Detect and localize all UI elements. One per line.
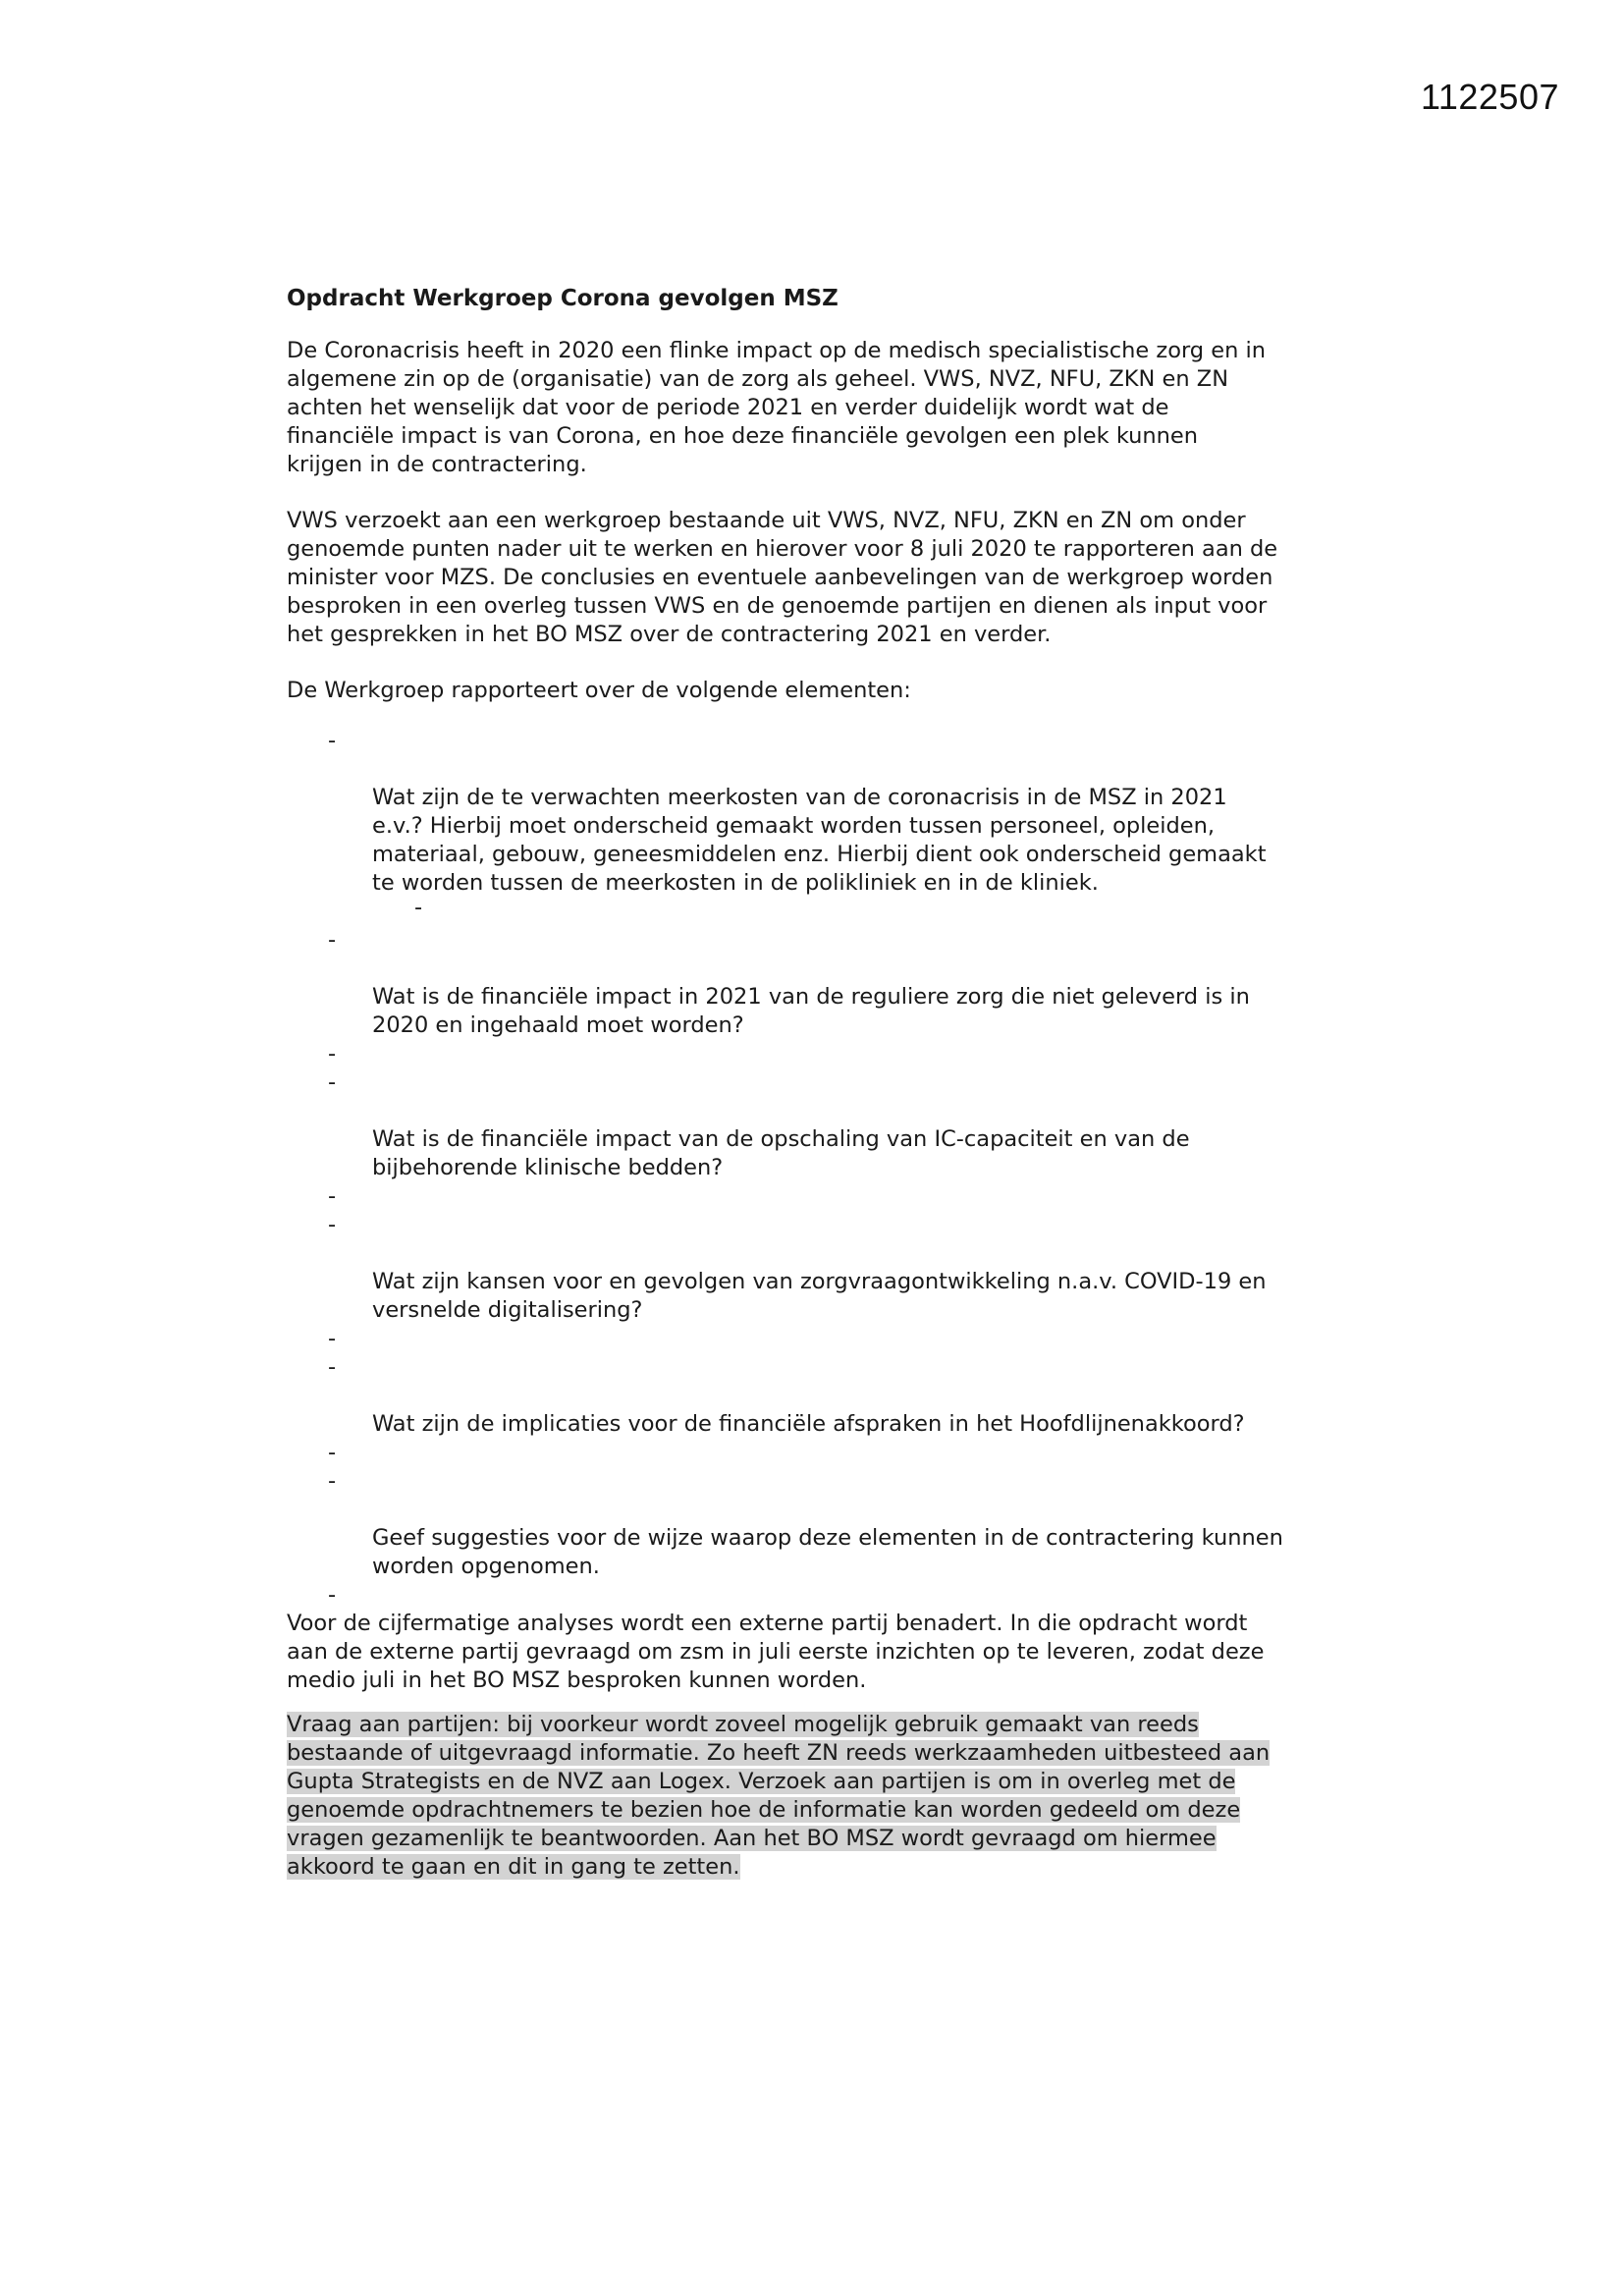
stray-dash: -	[328, 1440, 337, 1465]
bullet-dash: -	[328, 728, 337, 753]
paragraph-question-to-parties	[287, 1711, 1367, 1882]
list-item	[287, 1353, 1367, 1439]
stray-dash: -	[328, 1183, 337, 1209]
paragraph-elements-intro: De Werkgroep rapporteert over de volgende elementen:	[287, 678, 911, 703]
stray-dash: -	[414, 895, 423, 920]
stray-dash: -	[328, 1326, 337, 1351]
document-id: 1122507	[1421, 77, 1559, 117]
bullet-dash: -	[328, 927, 337, 953]
document-body	[287, 285, 1367, 1882]
list-item	[287, 727, 1367, 898]
list-item-text: Geef suggesties voor de wijze waarop deze elementen in de contractering kunnen worden opgenomen.	[372, 1525, 1283, 1579]
stray-dash: -	[328, 1041, 337, 1066]
bullet-dash: -	[328, 1354, 337, 1380]
paragraph-external-party: Voor de cijfermatige analyses wordt een externe partij benadert. In die opdracht wordt aan de externe partij gevraagd om zsm in juli eerste inzichten op te leveren, zodat deze medio juli in het BO MSZ besproken kunnen worden.	[287, 1611, 1265, 1693]
list-item-text: Wat zijn de te verwachten meerkosten van de coronacrisis in de MSZ in 2021 e.v.? Hierbij moet onderscheid gemaakt worden tussen personeel, opleiden, materiaal, gebouw, geneesmiddelen enz. Hierbij dient ook onderscheid gemaakt te worden tussen de meerkosten in de polikliniek en in de kliniek.	[372, 785, 1267, 896]
document-title: Opdracht Werkgroep Corona gevolgen MSZ	[287, 286, 839, 311]
list-item	[287, 1211, 1367, 1325]
list-item-text: Wat zijn kansen voor en gevolgen van zorgvraagontwikkeling n.a.v. COVID-19 en versnelde digitalisering?	[372, 1269, 1267, 1323]
list-item-text: Wat is de financiële impact van de opschaling van IC-capaciteit en van de bijbehorende klinische bedden?	[372, 1126, 1190, 1180]
highlighted-text: Vraag aan partijen: bij voorkeur wordt zoveel mogelijk gebruik gemaakt van reeds bestaande of uitgevraagd informatie. Zo heeft ZN reeds werkzaamheden uitbesteed aan Gupta Strategists en de NVZ aan Logex. Verzoek aan partijen is om in overleg met de genoemde opdrachtnemers te bezien hoe de informatie kan worden gedeeld om deze vragen gezamenlijk te beantwoorden. Aan het BO MSZ wordt gevraagd om hiermee akkoord te gaan en dit in gang te zetten.	[287, 1712, 1271, 1880]
paragraph-intro-context: De Coronacrisis heeft in 2020 een flinke impact op de medisch specialistische zorg en in algemene zin op de (organisatie) van de zorg als geheel. VWS, NVZ, NFU, ZKN en ZN achten het wenselijk dat voor de periode 2021 en verder duidelijk wordt wat de financiële impact is van Corona, en hoe deze financiële gevolgen een plek kunnen krijgen in de contractering.	[287, 338, 1267, 477]
list-item-text: Wat is de financiële impact in 2021 van de reguliere zorg die niet geleverd is in 2020 en ingehaald moet worden?	[372, 984, 1250, 1038]
bullet-dash: -	[328, 1212, 337, 1237]
bullet-dash: -	[328, 1468, 337, 1494]
list-item-text: Wat zijn de implicaties voor de financiële afspraken in het Hoofdlijnenakkoord?	[372, 1411, 1245, 1437]
list-item	[287, 926, 1367, 1040]
list-item	[287, 1467, 1367, 1581]
bullet-dash: -	[328, 1069, 337, 1095]
stray-dash: -	[328, 1582, 337, 1608]
list-item	[287, 1068, 1367, 1182]
paragraph-working-group-request: VWS verzoekt aan een werkgroep bestaande uit VWS, NVZ, NFU, ZKN en ZN om onder genoemde punten nader uit te werken en hierover voor 8 juli 2020 te rapporteren aan de minister voor MZS. De conclusies en eventuele aanbevelingen van de werkgroep worden besproken in een overleg tussen VWS en de genoemde partijen en dienen als input voor het gesprekken in het BO MSZ over de contractering 2021 en verder.	[287, 508, 1278, 647]
elements-list	[287, 727, 1367, 1610]
